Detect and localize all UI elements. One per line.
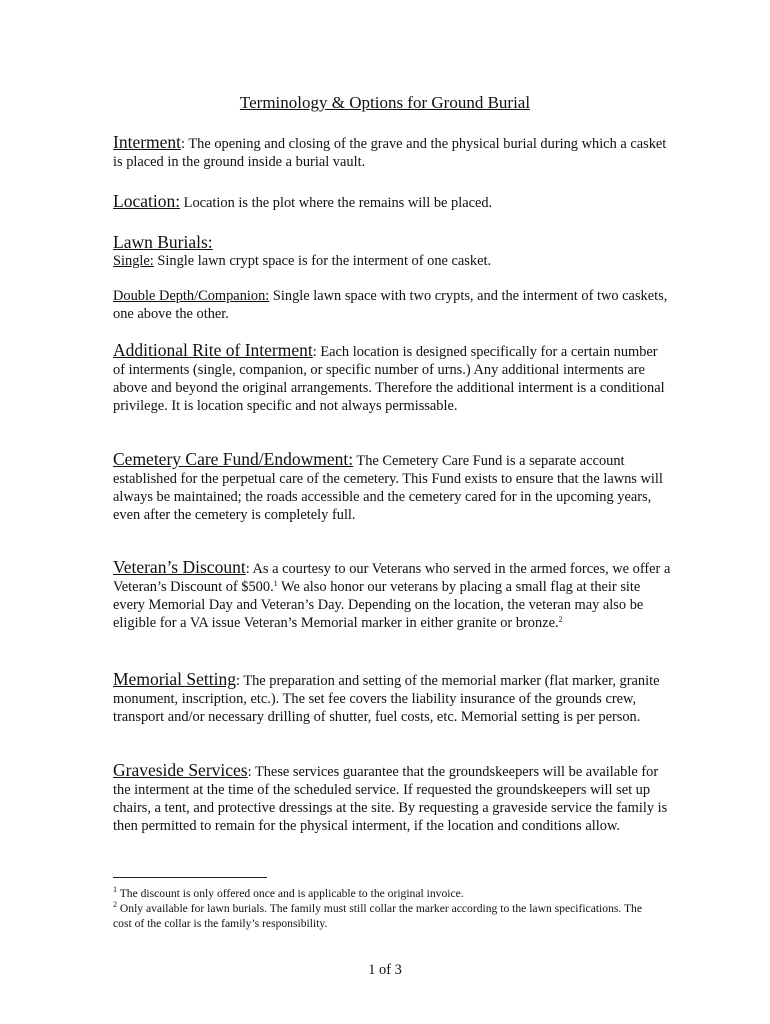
memorial-setting-definition: : The preparation and setting of the memorial marker (flat marker, granite monument, inscription, etc.). The set fee covers the liability insurance of the grounds crew, transport and/or necessary drilling of shutter, fuel costs, etc. Memorial setting is per person. — [113, 673, 660, 725]
graveside-term: Graveside Services — [113, 760, 248, 780]
footnote-2-text: Only available for lawn burials. The family must still collar the marker according to the lawn specifications. The cost of the collar is the family’s responsibility. — [113, 902, 642, 930]
single-definition: Single lawn crypt space is for the interment of one casket. — [153, 253, 492, 269]
location-paragraph — [113, 192, 673, 212]
care-fund-definition: The Cemetery Care Fund is a separate account established for the perpetual care of the cemetery. This Fund exists to ensure that the lawns will always be maintained; the roads accessible and the cemetery cared for in the upcoming years, even after the cemetery is completely full. — [113, 453, 663, 523]
care-fund-paragraph — [113, 450, 673, 524]
memorial-setting-term: Memorial Setting — [113, 669, 236, 689]
graveside-definition: : These services guarantee that the groundskeepers will be available for the interment at the time of the scheduled service. If requested the groundskeepers will set up chairs, a tent, and protective dressings at the site. By requesting a graveside service the family is then permitted to remain for the physical interment, if the location and conditions allow. — [113, 764, 668, 834]
single-label: Single: — [113, 253, 154, 269]
single-paragraph — [113, 252, 673, 270]
lawn-burials-term: Lawn Burials: — [113, 232, 213, 252]
location-definition: Location is the plot where the remains will be placed. — [180, 195, 493, 211]
page-title: Terminology & Options for Ground Burial — [239, 93, 531, 112]
graveside-paragraph — [113, 761, 673, 835]
footnote-1-text: The discount is only offered once and is applicable to the original invoice. — [117, 887, 464, 900]
footnote-divider — [113, 877, 267, 878]
footnote-1 — [113, 886, 653, 901]
veteran-discount-paragraph — [113, 558, 673, 632]
double-depth-label: Double Depth/Companion: — [113, 288, 270, 304]
lawn-burials-heading — [113, 233, 673, 253]
footnote-ref-1[interactable]: 1 — [273, 579, 278, 588]
double-depth-paragraph — [113, 287, 673, 323]
additional-rite-paragraph — [113, 341, 673, 415]
footnote-ref-2[interactable]: 2 — [558, 615, 563, 624]
location-term: Location: — [113, 191, 181, 211]
footnote-2 — [113, 901, 653, 931]
footnote-mark-1: 1 — [113, 885, 117, 894]
interment-paragraph — [113, 133, 673, 171]
additional-rite-term: Additional Rite of Interment — [113, 340, 313, 360]
interment-definition: : The opening and closing of the grave and the physical burial during which a casket is placed in the ground inside a burial vault. — [113, 136, 667, 170]
page-number: 1 of 3 — [368, 962, 402, 978]
interment-term: Interment — [113, 132, 182, 152]
memorial-setting-paragraph — [113, 670, 673, 726]
footnote-mark-2: 2 — [113, 900, 117, 909]
care-fund-term: Cemetery Care Fund/Endowment: — [113, 449, 354, 469]
veteran-discount-term: Veteran’s Discount — [113, 557, 246, 577]
veteran-discount-text-a: : As a courtesy to our Veterans who served in the armed forces, we offer a Veteran’s Discount of $500. — [113, 561, 671, 595]
double-depth-definition: Single lawn space with two crypts, and the interment of two caskets, one above the other. — [113, 288, 668, 322]
additional-rite-definition: : Each location is designed specifically for a certain number of interments (single, companion, or specific number of urns.) Any additional interments are above and beyond the original arrangements. Therefore the additional interment is a conditional privilege. It is location specific and not always permissable. — [113, 344, 665, 414]
veteran-discount-text-b: We also honor our veterans by placing a small flag at their site every Memorial Day and Veteran’s Day. Depending on the location, the veteran may also be eligible for a VA issue Veteran’s Memorial marker in either granite or bronze. — [113, 579, 644, 631]
